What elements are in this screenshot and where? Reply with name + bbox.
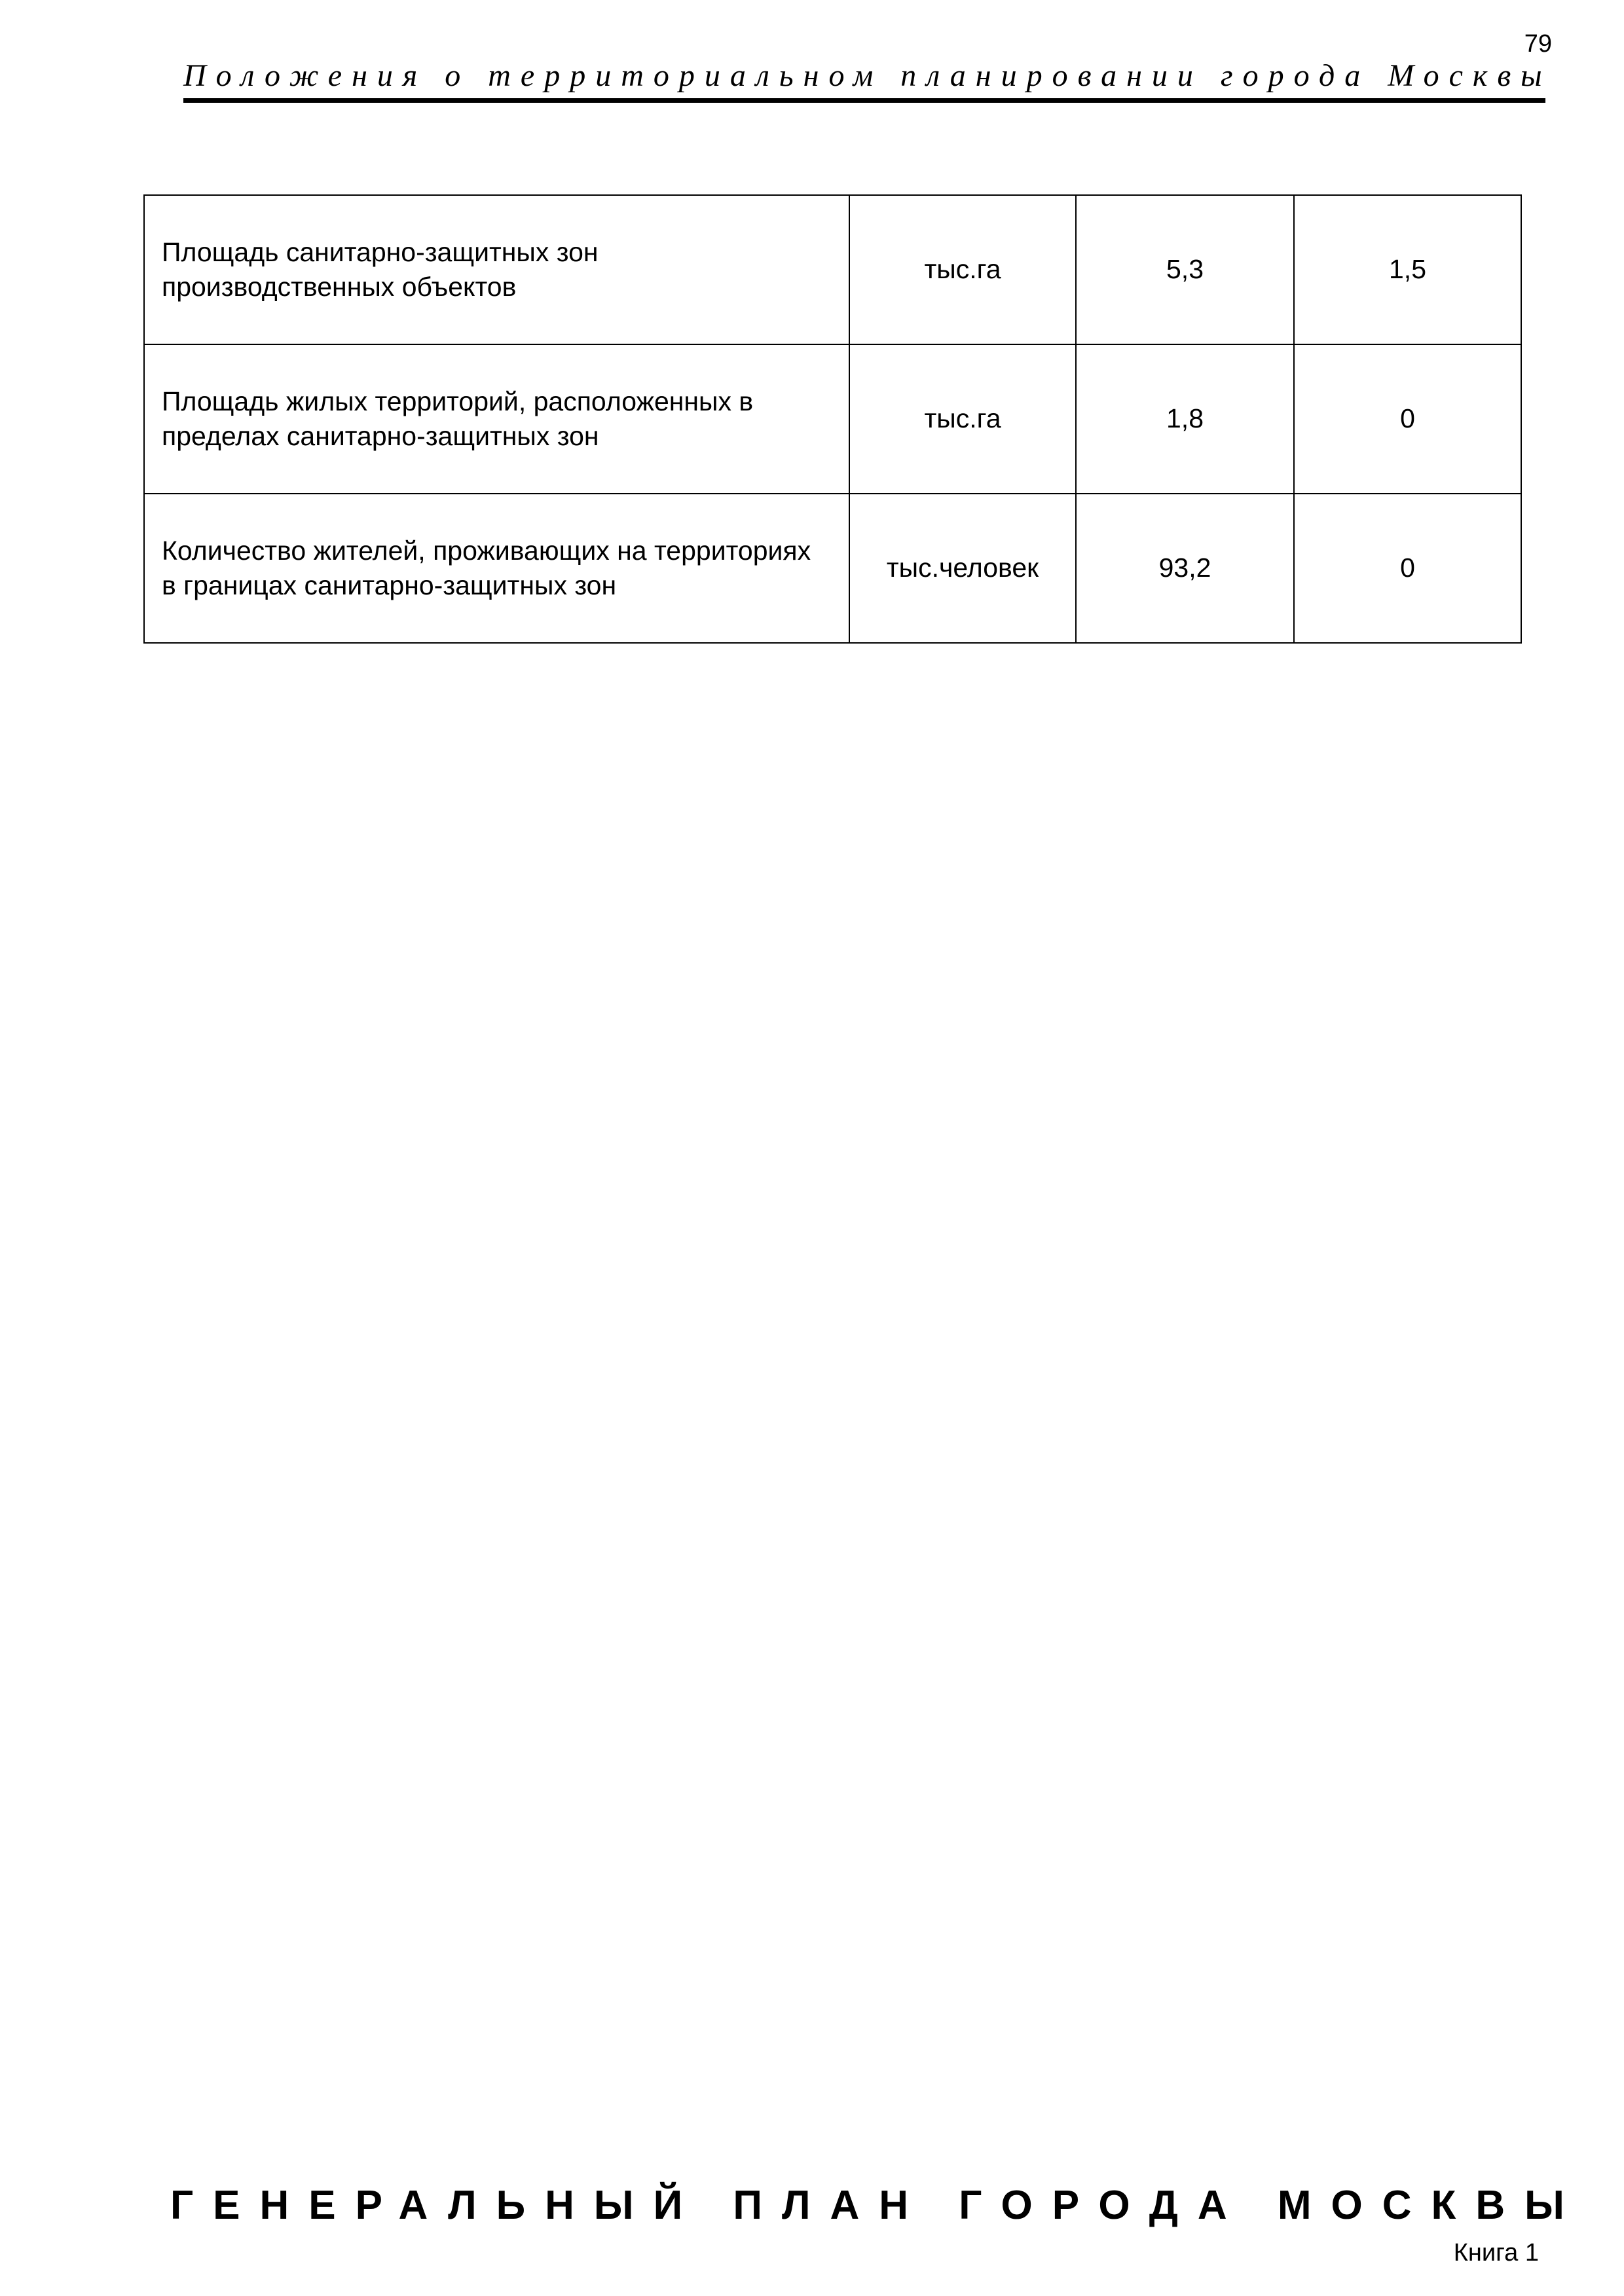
table-row [144, 195, 1521, 344]
value-1-cell: 1,8 [1076, 344, 1294, 494]
value-2-cell: 0 [1294, 494, 1521, 643]
unit-cell: тыс.человек [849, 494, 1076, 643]
value-2-cell: 1,5 [1294, 195, 1521, 344]
unit-cell: тыс.га [849, 195, 1076, 344]
indicator-cell: Площадь санитарно-защитных зон производственных объектов [144, 195, 849, 344]
unit-cell: тыс.га [849, 344, 1076, 494]
header-rule [183, 98, 1545, 103]
indicator-cell: Площадь жилых территорий, расположенных в пределах санитарно-защитных зон [144, 344, 849, 494]
value-1-cell: 5,3 [1076, 195, 1294, 344]
value-1-cell: 93,2 [1076, 494, 1294, 643]
running-header-title: Положения о территориальном планировании города Москвы [183, 58, 1552, 93]
indicator-cell: Количество жителей, проживающих на территориях в границах санитарно-защитных зон [144, 494, 849, 643]
value-2-cell: 0 [1294, 344, 1521, 494]
table-row [144, 494, 1521, 643]
page-number: 79 [1524, 30, 1552, 58]
footer-document-title: ГЕНЕРАЛЬНЫЙ ПЛАН ГОРОДА МОСКВЫ [170, 2183, 1584, 2228]
footer-book-label: Книга 1 [1453, 2239, 1539, 2267]
table-row [144, 344, 1521, 494]
indicators-table [143, 194, 1522, 644]
